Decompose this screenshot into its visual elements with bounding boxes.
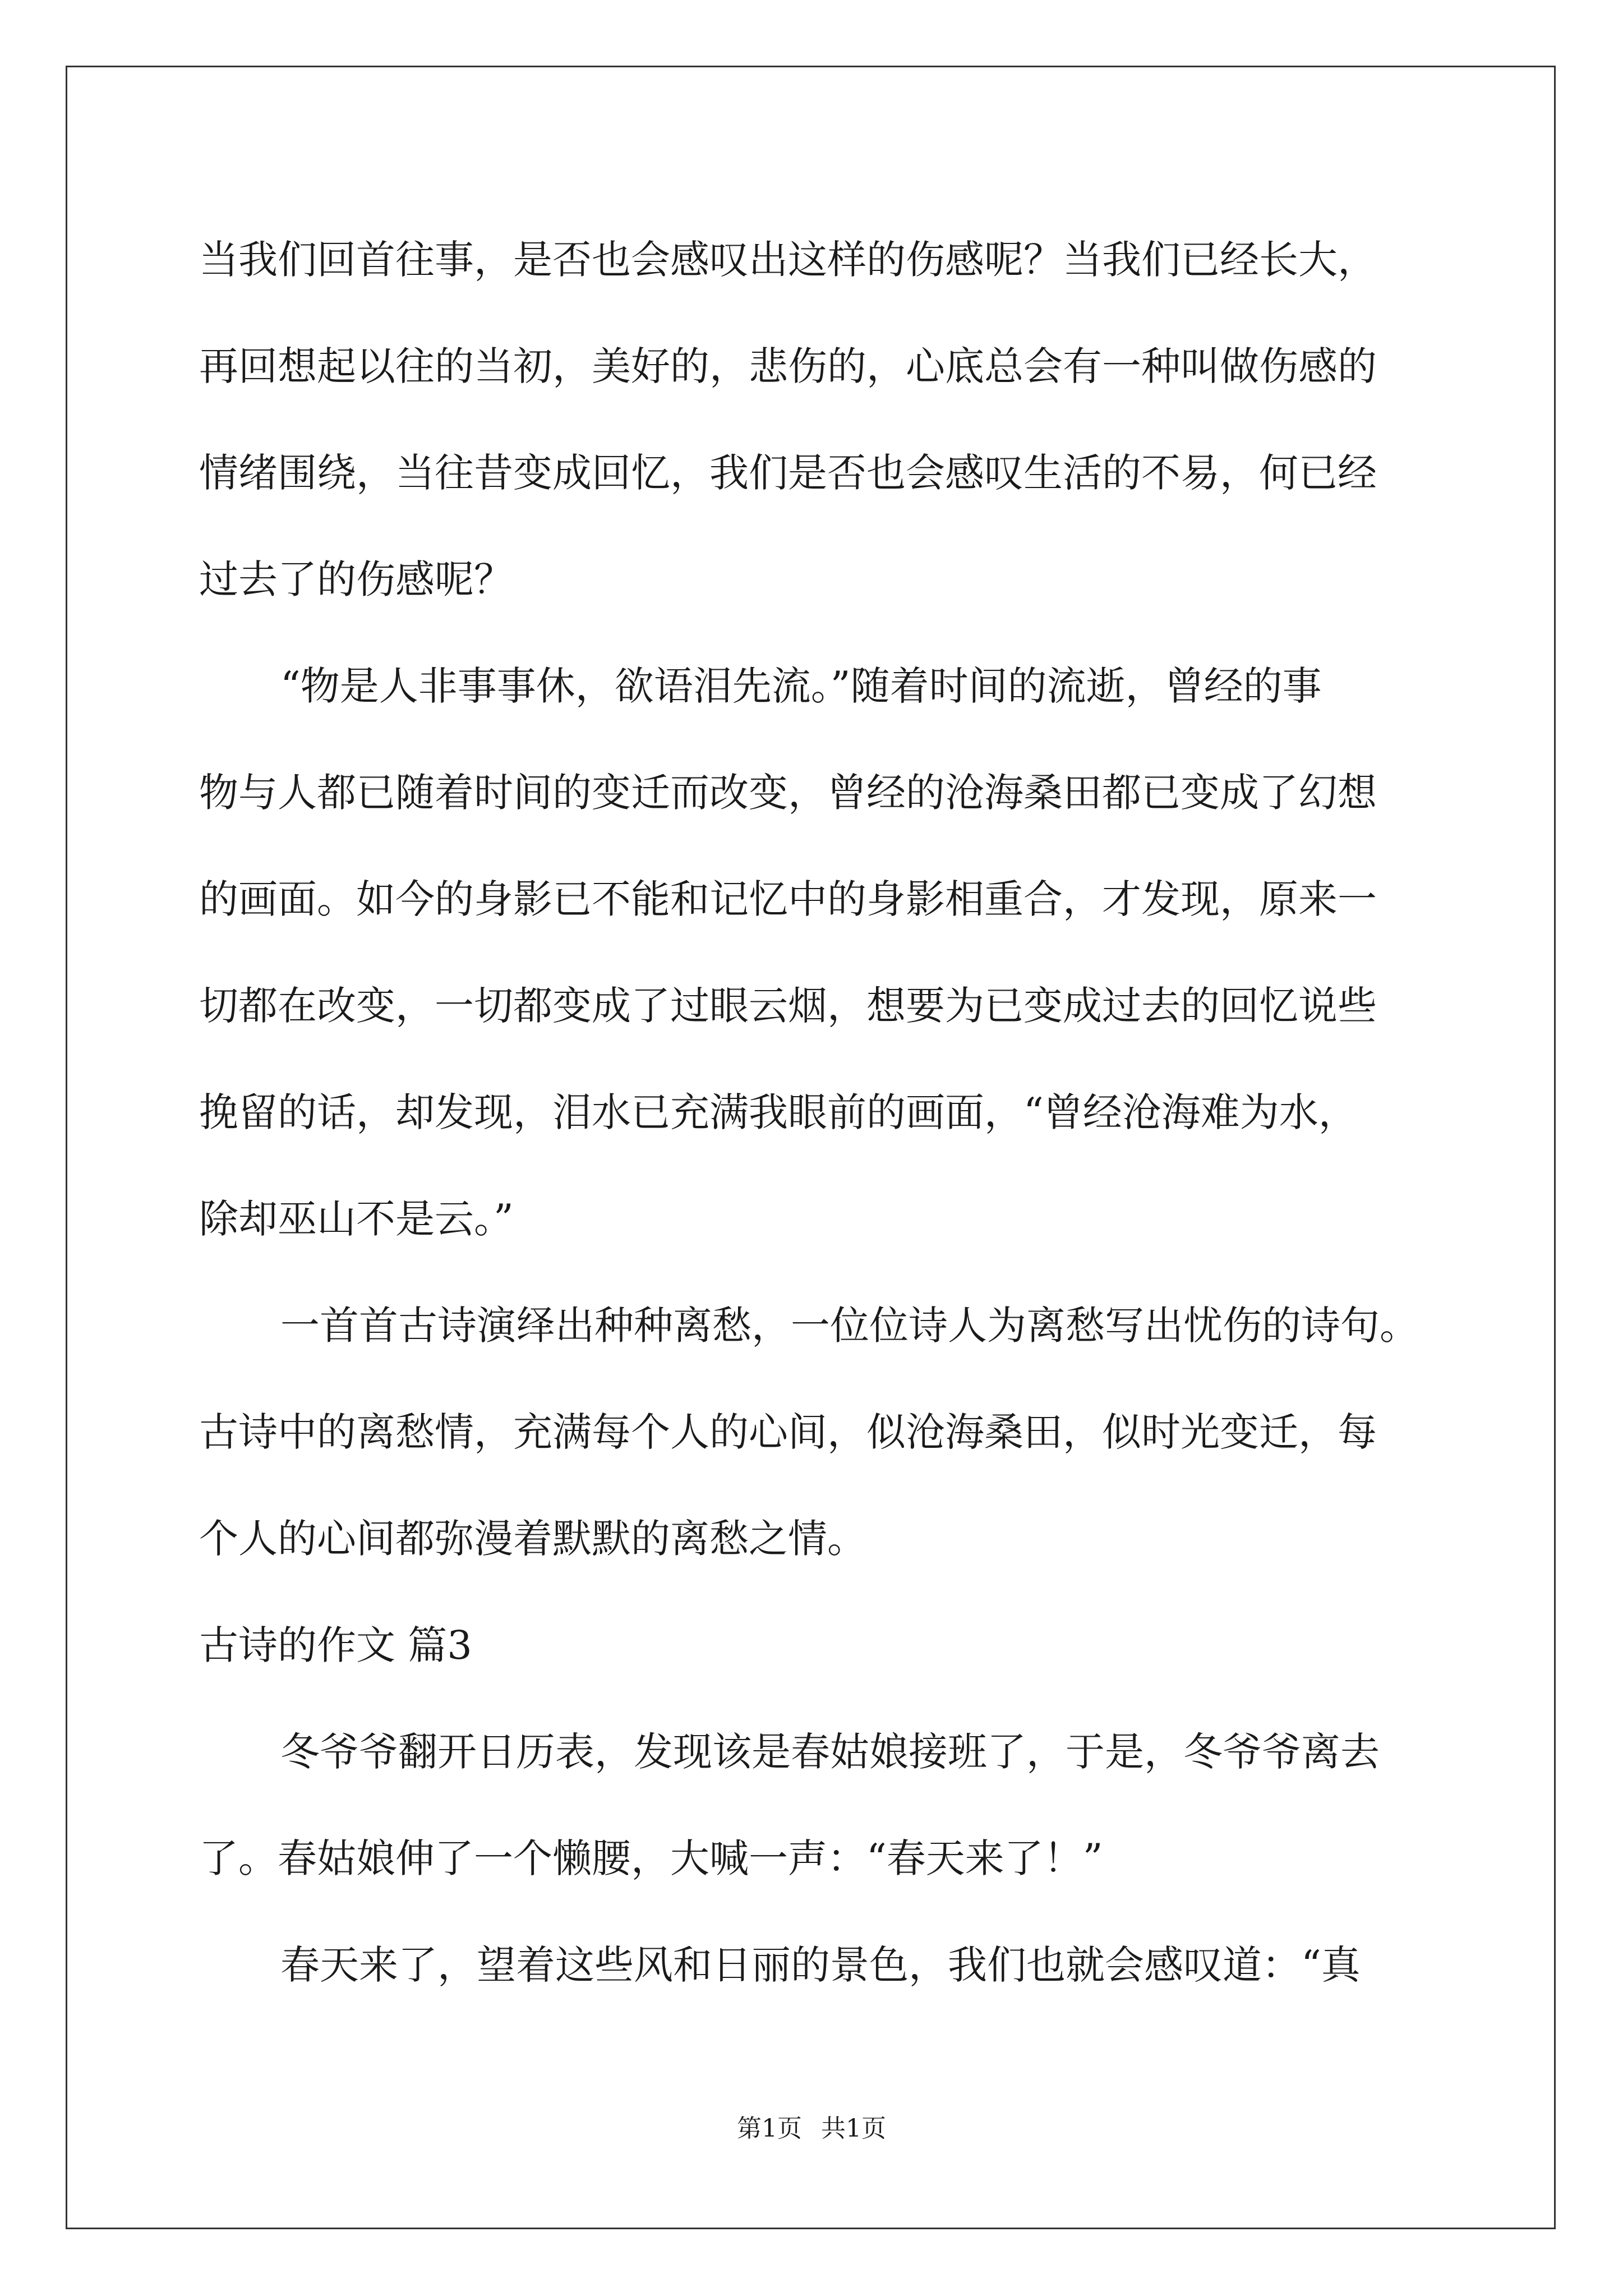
page-total: 共1页 <box>821 2114 886 2143</box>
page-number: 第1页 <box>737 2114 802 2143</box>
text-line: 冬爷爷翻开日历表，发现该是春姑娘接班了，于是，冬爷爷离去 <box>280 1729 1380 1775</box>
document-body <box>199 206 1427 2018</box>
text-line: “物是人非事事休，欲语泪先流。”随着时间的流逝，曾经的事 <box>280 663 1322 709</box>
text-line: 的画面。如今的身影已不能和记忆中的身影相重合，才发现，原来一 <box>199 876 1377 922</box>
text-line: 古诗中的离愁情，充满每个人的心间，似沧海桑田，似时光变迁，每 <box>199 1409 1377 1455</box>
text-line: 了。春姑娘伸了一个懒腰，大喊一声：“春天来了！” <box>199 1835 1103 1881</box>
text-line: 挽留的话，却发现，泪水已充满我眼前的画面，“曾经沧海难为水， <box>199 1089 1358 1135</box>
text-line: 个人的心间都弥漫着默默的离愁之情。 <box>199 1516 866 1562</box>
section-heading: 古诗的作文 篇3 <box>199 1622 472 1668</box>
text-line: 当我们回首往事，是否也会感叹出这样的伤感呢？当我们已经长大， <box>199 237 1377 283</box>
page-footer <box>0 2112 1623 2146</box>
text-line: 春天来了，望着这些风和日丽的景色，我们也就会感叹道：“真 <box>280 1942 1361 1988</box>
text-line: 物与人都已随着时间的变迁而改变，曾经的沧海桑田都已变成了幻想 <box>199 770 1377 816</box>
text-line: 再回想起以往的当初，美好的，悲伤的，心底总会有一种叫做伤感的 <box>199 343 1377 389</box>
text-line: 情绪围绕，当往昔变成回忆，我们是否也会感叹生活的不易，何已经 <box>199 450 1377 496</box>
text-line: 切都在改变，一切都变成了过眼云烟，想要为已变成过去的回忆说些 <box>199 983 1377 1029</box>
text-line: 一首首古诗演绎出种种离愁，一位位诗人为离愁写出忧伤的诗句。 <box>280 1303 1419 1349</box>
text-line: 除却巫山不是云。” <box>199 1196 514 1242</box>
text-line: 过去了的伤感呢？ <box>199 556 513 602</box>
